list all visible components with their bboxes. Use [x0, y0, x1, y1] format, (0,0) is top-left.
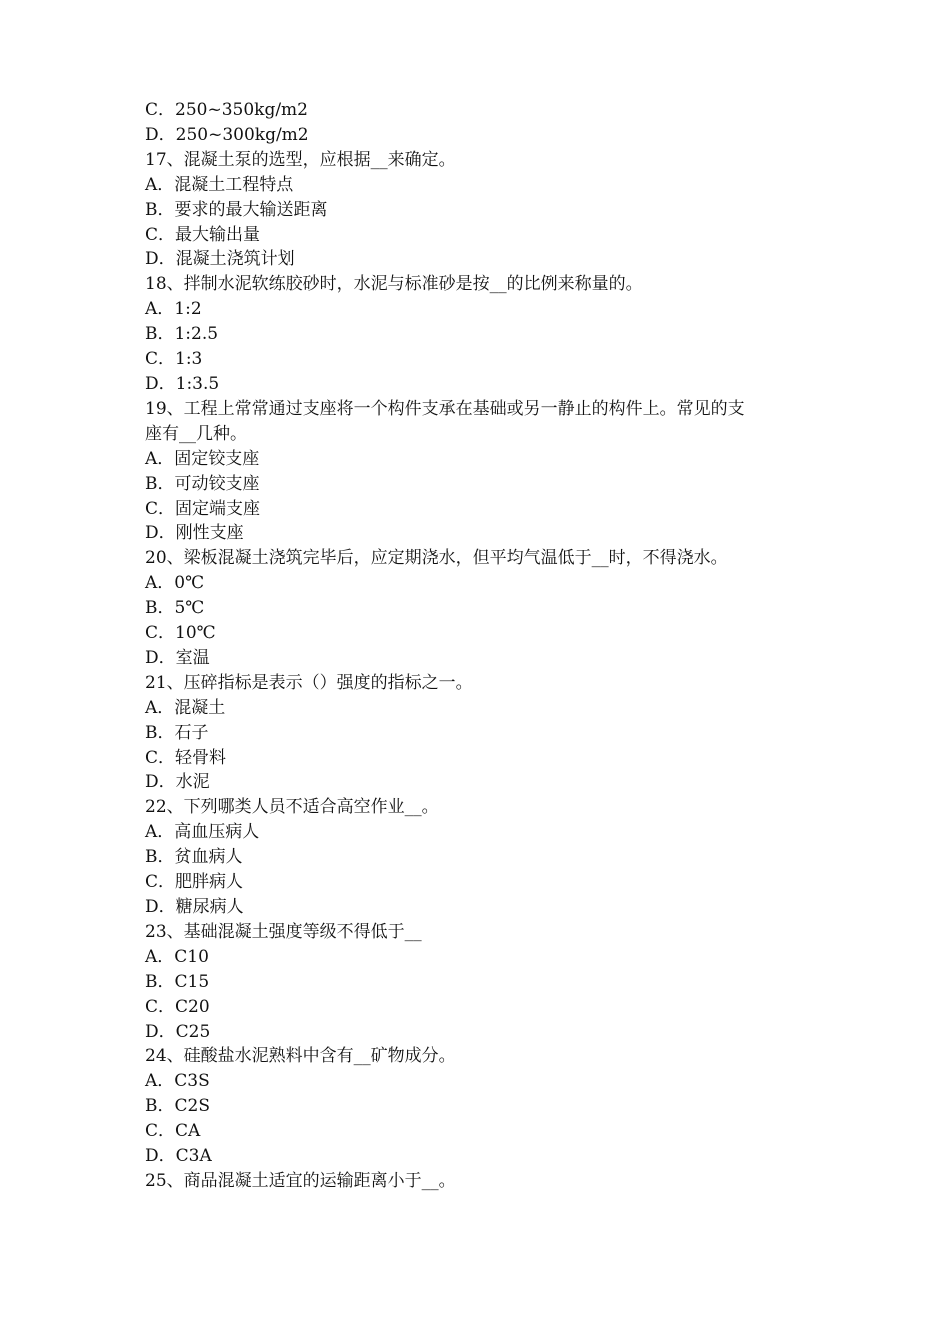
option-line: C．固定端支座: [145, 498, 261, 519]
option-line: D．糖尿病人: [145, 897, 244, 917]
option-line: A．0℃: [145, 573, 205, 594]
option-line: C．1:3: [145, 349, 203, 370]
question-line: 25、商品混凝土适宜的运输距离小于__。: [145, 1170, 456, 1191]
question-line: 22、下列哪类人员不适合高空作业__。: [145, 797, 439, 818]
option-line: D．C25: [145, 1021, 211, 1042]
question-line: 23、基础混凝土强度等级不得低于__: [145, 921, 422, 942]
question-line: 17、混凝土泵的选型，应根据__来确定。: [145, 149, 456, 170]
option-line: C．C20: [145, 996, 210, 1017]
option-line: D．1:3.5: [145, 373, 220, 394]
option-line: C．轻骨料: [145, 747, 227, 768]
option-line: D．室温: [145, 647, 210, 668]
option-line: C．10℃: [145, 623, 216, 644]
option-line: D．水泥: [145, 772, 210, 793]
option-line: A．混凝土: [145, 697, 226, 718]
option-line: B．5℃: [145, 598, 205, 619]
option-line: D．刚性支座: [145, 523, 244, 544]
question-line: 19、工程上常常通过支座将一个构件支承在基础或另一静止的构件上。常见的支: [145, 398, 745, 419]
option-line: D．混凝土浇筑计划: [145, 249, 295, 270]
option-line: C．最大输出量: [145, 224, 261, 245]
option-line: A．C3S: [145, 1071, 210, 1092]
question-line: 21、压碎指标是表示（）强度的指标之一。: [145, 672, 473, 693]
option-line: D．250~300kg/m2: [145, 124, 309, 145]
option-line: C．CA: [145, 1121, 201, 1142]
option-line: C．肥胖病人: [145, 872, 244, 893]
question-line-continued: 座有__几种。: [145, 423, 247, 444]
option-line: B．石子: [145, 722, 209, 743]
option-line: A．C10: [145, 946, 209, 967]
option-line: A．固定铰支座: [145, 448, 260, 469]
option-line: B．C2S: [145, 1096, 210, 1117]
option-line: B．C15: [145, 971, 210, 992]
question-line: 18、拌制水泥软练胶砂时，水泥与标准砂是按__的比例来称量的。: [145, 274, 643, 295]
option-line: A．高血压病人: [145, 822, 260, 843]
question-line: 24、硅酸盐水泥熟料中含有__矿物成分。: [145, 1046, 456, 1067]
option-line: A．混凝土工程特点: [145, 174, 294, 195]
option-line: B．要求的最大输送距离: [145, 199, 328, 220]
option-line: B．可动铰支座: [145, 473, 260, 494]
option-line: B．贫血病人: [145, 847, 243, 868]
document-body: [145, 98, 815, 1194]
option-line: A．1:2: [145, 299, 202, 320]
option-line: B．1:2.5: [145, 324, 219, 345]
question-line: 20、梁板混凝土浇筑完毕后，应定期浇水，但平均气温低于__时，不得浇水。: [145, 548, 728, 569]
option-line: C．250~350kg/m2: [145, 100, 308, 120]
option-line: D．C3A: [145, 1146, 212, 1167]
